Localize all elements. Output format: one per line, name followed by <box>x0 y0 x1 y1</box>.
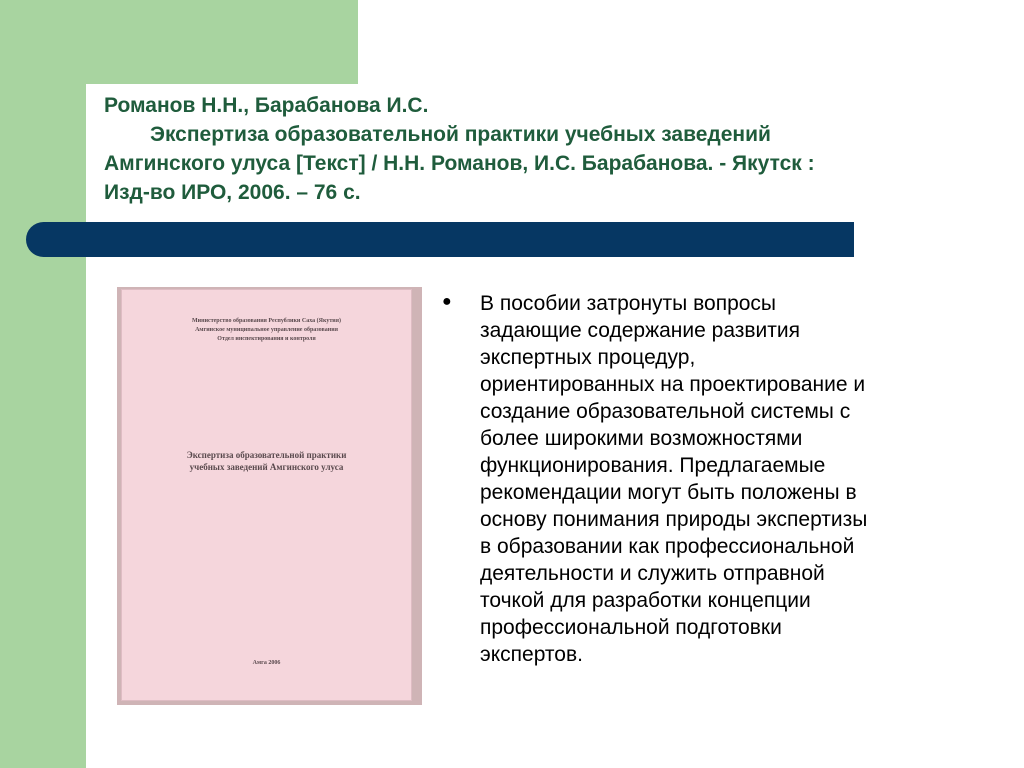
publisher-line: Министерство образования Республики Саха (Якутия) <box>192 318 341 324</box>
title-line-publication: Амгинского улуса [Текст] / Н.Н. Романов, И.С. Барабанова. - Якутск : <box>104 152 815 175</box>
cover-title-line: учебных заведений Амгинского улуса <box>189 462 344 472</box>
book-cover <box>121 289 412 701</box>
title-line-authors: Романов Н.Н., Барабанова И.С. <box>104 94 429 117</box>
book-cover-year: Амга 2006 <box>252 660 281 666</box>
book-cover-image <box>117 287 422 705</box>
bullet-icon: ● <box>442 293 452 310</box>
cover-title-line: Экспертиза образовательной практики <box>186 450 347 460</box>
publisher-line: Амгинское муниципальное управление образования <box>195 327 338 333</box>
book-cover-publisher <box>141 317 392 344</box>
divider-bar <box>26 222 854 257</box>
left-decor-band <box>0 0 86 768</box>
book-cover-title <box>141 449 392 473</box>
publisher-line: Отдел инспектирования и контроля <box>217 336 316 342</box>
slide-title <box>104 91 1004 207</box>
title-line-publisher: Изд-во ИРО, 2006. – 76 с. <box>104 181 361 204</box>
description-text: В пособии затронуты вопросы задающие содержание развития экспертных процедур, ориентированных на проектирование и создание образовательной системы с более широкими возможностями функционирования. Предлагаемые рекомендации могут быть положены в основу понимания природы экспертизы в образовании как профессиональной деятельности и служить отправной точкой для разработки концепции профессиональной подготовки экспертов. <box>480 292 868 666</box>
title-line-book: Экспертиза образовательной практики учебных заведений <box>150 123 771 146</box>
top-decor-band <box>86 0 358 84</box>
